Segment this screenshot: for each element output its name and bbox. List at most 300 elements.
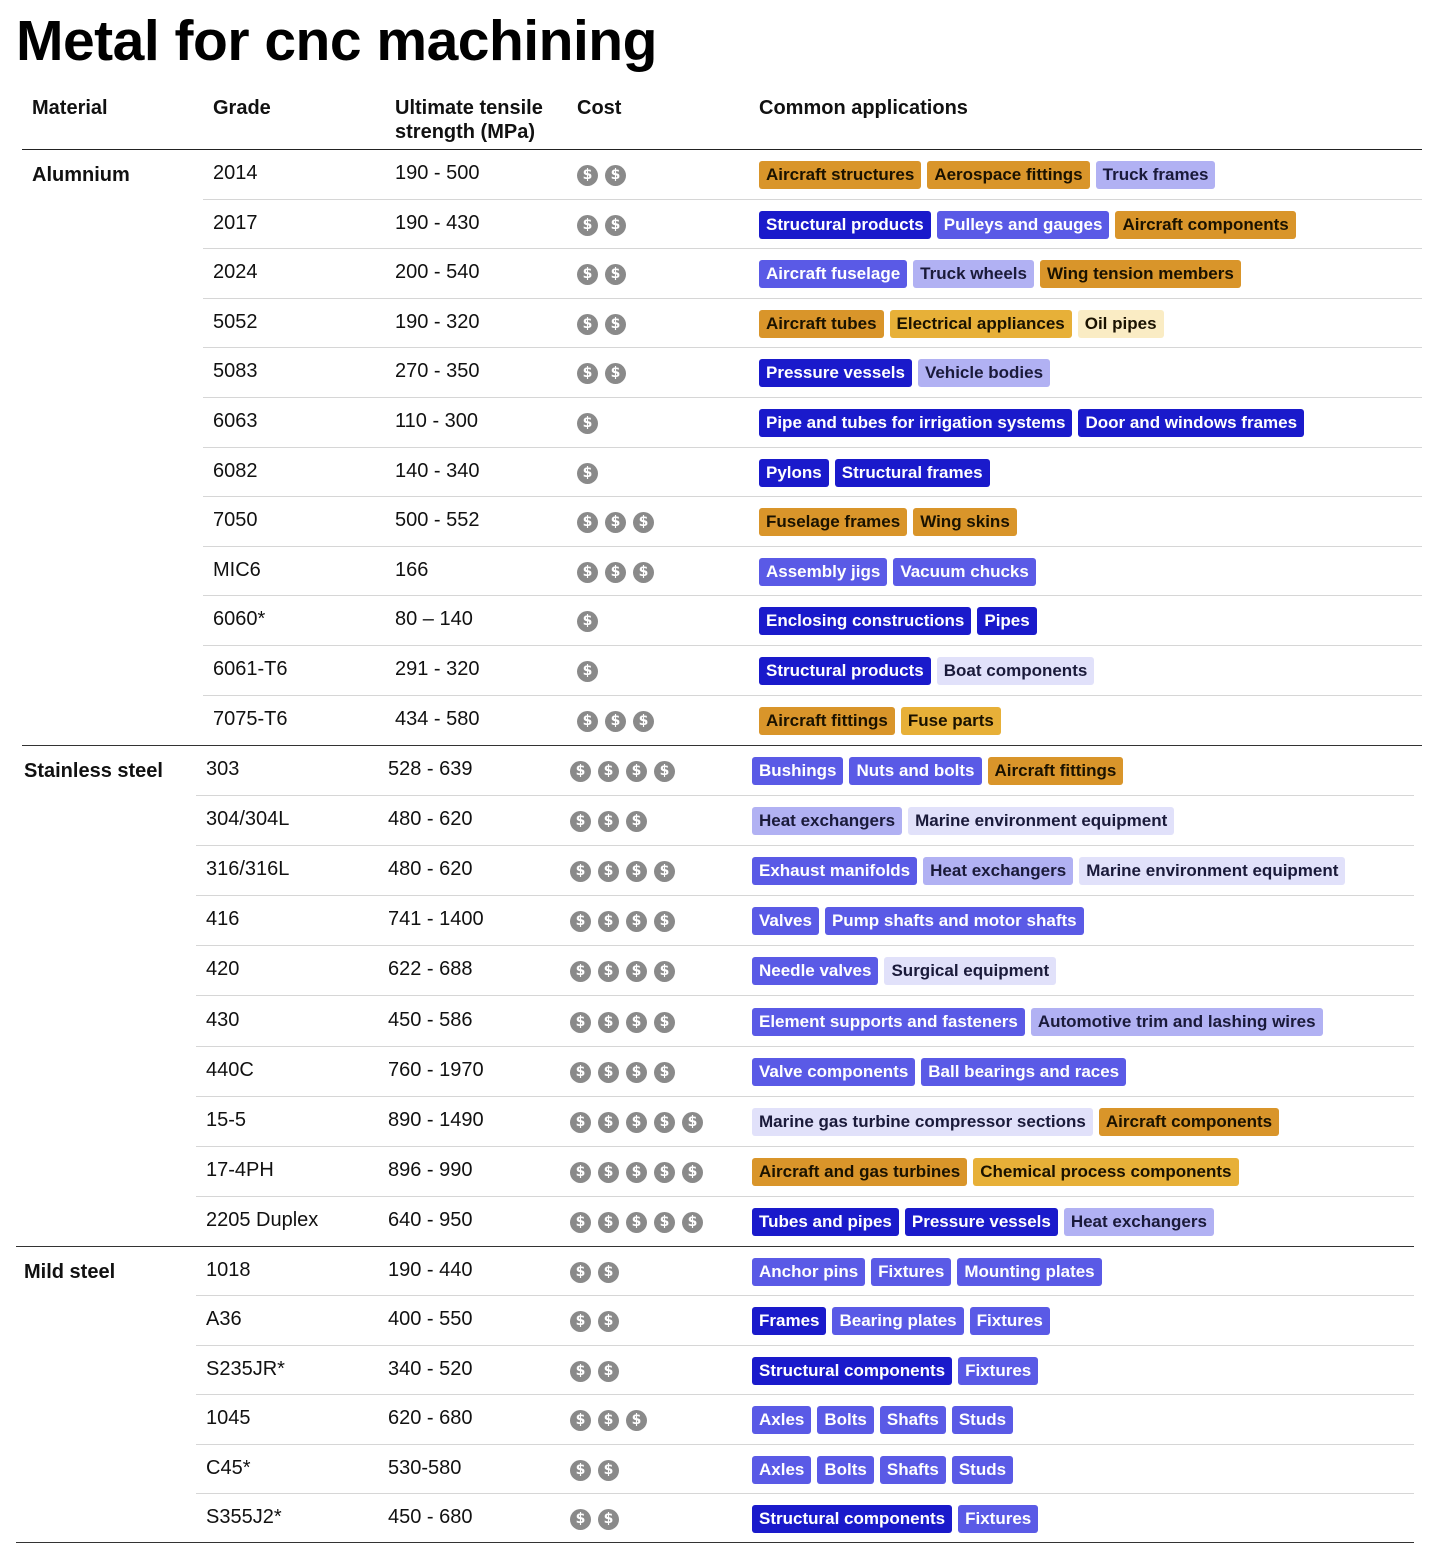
application-tag: Boat components [937, 657, 1095, 685]
table-row [203, 448, 1422, 498]
table-row [203, 596, 1422, 646]
application-tag: Door and windows frames [1078, 409, 1304, 437]
dollar-coin-icon: $ [577, 661, 598, 682]
dollar-coin-icon: $ [598, 1361, 619, 1382]
applications-list [759, 707, 1001, 735]
cost-rating [570, 1311, 619, 1332]
application-tag: Structural products [759, 657, 931, 685]
uts-cell: 190 - 500 [395, 162, 480, 184]
header-cost: Cost [577, 97, 622, 119]
header-material: Material [32, 97, 108, 119]
dollar-coin-icon: $ [577, 165, 598, 186]
uts-cell: 480 - 620 [388, 808, 473, 831]
dollar-coin-icon: $ [605, 264, 626, 285]
dollar-coin-icon: $ [577, 512, 598, 533]
application-tag: Wing tension members [1040, 260, 1241, 288]
cost-rating [570, 811, 647, 832]
application-tag: Mounting plates [957, 1258, 1101, 1286]
table-row [196, 946, 1414, 996]
uts-cell: 140 - 340 [395, 459, 480, 482]
applications-list [759, 359, 1050, 387]
dollar-coin-icon: $ [626, 911, 647, 932]
dollar-coin-icon: $ [598, 1410, 619, 1431]
applications-list [752, 907, 1084, 935]
dollar-coin-icon: $ [654, 1162, 675, 1183]
dollar-coin-icon: $ [570, 1509, 591, 1530]
dollar-coin-icon: $ [626, 1112, 647, 1133]
application-tag: Chemical process components [973, 1158, 1238, 1186]
grade-cell: 2024 [213, 261, 258, 284]
application-tag: Structural components [752, 1357, 952, 1385]
header-uts-line2: strength (MPa) [395, 121, 535, 143]
applications-list [752, 1158, 1239, 1186]
uts-cell: 760 - 1970 [388, 1058, 484, 1081]
applications-list [752, 1058, 1126, 1086]
dollar-coin-icon: $ [605, 512, 626, 533]
application-tag: Enclosing constructions [759, 607, 971, 635]
dollar-coin-icon: $ [598, 1112, 619, 1133]
dollar-coin-icon: $ [570, 861, 591, 882]
cost-rating [570, 1460, 619, 1481]
dollar-coin-icon: $ [654, 1012, 675, 1033]
uts-cell: 622 - 688 [388, 958, 473, 981]
table-row [196, 746, 1414, 796]
application-tag: Shafts [880, 1406, 946, 1434]
table-row [196, 1395, 1414, 1444]
dollar-coin-icon: $ [654, 761, 675, 782]
dollar-coin-icon: $ [570, 1410, 591, 1431]
applications-list [759, 508, 1017, 536]
cost-rating [570, 1062, 675, 1083]
application-tag: Structural frames [835, 459, 990, 487]
dollar-coin-icon: $ [570, 1460, 591, 1481]
application-tag: Pipe and tubes for irrigation systems [759, 409, 1072, 437]
application-tag: Fuse parts [901, 707, 1001, 735]
application-tag: Element supports and fasteners [752, 1008, 1025, 1036]
dollar-coin-icon: $ [577, 215, 598, 236]
dollar-coin-icon: $ [598, 961, 619, 982]
application-tag: Marine gas turbine compressor sections [752, 1108, 1093, 1136]
section-alumnium [0, 150, 1430, 745]
grade-cell: MIC6 [213, 558, 261, 581]
application-tag: Aerospace fittings [927, 161, 1089, 189]
application-tag: Marine environment equipment [1079, 857, 1345, 885]
dollar-coin-icon: $ [570, 1212, 591, 1233]
dollar-coin-icon: $ [570, 761, 591, 782]
grade-cell: 304/304L [206, 808, 290, 831]
uts-cell: 530-580 [388, 1456, 462, 1479]
dollar-coin-icon: $ [577, 363, 598, 384]
application-tag: Fuselage frames [759, 508, 907, 536]
dollar-coin-icon: $ [626, 1410, 647, 1431]
application-tag: Bolts [817, 1456, 874, 1484]
table-row [203, 398, 1422, 448]
applications-list [759, 161, 1215, 189]
dollar-coin-icon: $ [598, 861, 619, 882]
application-tag: Studs [952, 1456, 1013, 1484]
dollar-coin-icon: $ [626, 761, 647, 782]
cost-rating [577, 711, 654, 732]
grade-cell: 5052 [213, 310, 258, 333]
application-tag: Frames [752, 1307, 826, 1335]
section-stainless-steel [0, 746, 1430, 1247]
applications-list [752, 1208, 1214, 1236]
applications-list [759, 657, 1094, 685]
dollar-coin-icon: $ [626, 811, 647, 832]
table-row [203, 348, 1422, 398]
table-row [203, 646, 1422, 696]
cost-rating [570, 761, 675, 782]
dollar-coin-icon: $ [605, 314, 626, 335]
dollar-coin-icon: $ [570, 1311, 591, 1332]
cost-rating [577, 413, 598, 434]
application-tag: Axles [752, 1456, 811, 1484]
applications-list [759, 409, 1304, 437]
table-row [196, 1445, 1414, 1494]
table-row [196, 997, 1414, 1047]
grade-cell: 1045 [206, 1407, 251, 1430]
application-tag: Exhaust manifolds [752, 857, 917, 885]
grade-cell: 6061-T6 [213, 658, 288, 680]
dollar-coin-icon: $ [605, 562, 626, 583]
grade-cell: 2205 Duplex [206, 1208, 319, 1231]
dollar-coin-icon: $ [654, 1112, 675, 1133]
applications-list [759, 607, 1037, 635]
uts-cell: 190 - 440 [388, 1259, 473, 1281]
dollar-coin-icon: $ [682, 1112, 703, 1133]
application-tag: Marine environment equipment [908, 807, 1174, 835]
application-tag: Vehicle bodies [918, 359, 1050, 387]
cost-rating [570, 1112, 703, 1133]
dollar-coin-icon: $ [598, 1509, 619, 1530]
uts-cell: 80 – 140 [395, 608, 473, 631]
material-name: Alumnium [32, 164, 130, 186]
table-row [196, 846, 1414, 896]
grade-cell: 6063 [213, 410, 258, 432]
dollar-coin-icon: $ [570, 1162, 591, 1183]
table-row [196, 896, 1414, 946]
table-row [203, 299, 1422, 349]
application-tag: Bushings [752, 757, 843, 785]
applications-list [752, 1406, 1013, 1434]
uts-cell: 400 - 550 [388, 1308, 473, 1331]
dollar-coin-icon: $ [598, 1162, 619, 1183]
table-row [203, 547, 1422, 597]
table-row [196, 1346, 1414, 1395]
dollar-coin-icon: $ [626, 861, 647, 882]
table-row [196, 1097, 1414, 1147]
dollar-coin-icon: $ [682, 1162, 703, 1183]
cost-rating [577, 314, 626, 335]
dollar-coin-icon: $ [626, 1212, 647, 1233]
application-tag: Heat exchangers [1064, 1208, 1214, 1236]
application-tag: Aircraft tubes [759, 310, 884, 338]
dollar-coin-icon: $ [626, 961, 647, 982]
uts-cell: 450 - 680 [388, 1506, 473, 1528]
section-mild-steel [0, 1247, 1430, 1543]
applications-list [752, 1258, 1102, 1286]
grade-cell: 440C [206, 1058, 254, 1081]
cost-rating [577, 661, 598, 682]
applications-list [759, 260, 1241, 288]
cost-rating [577, 562, 654, 583]
header-uts-line1: Ultimate tensile [395, 97, 543, 119]
applications-list [752, 1008, 1323, 1036]
applications-list [759, 310, 1164, 338]
application-tag: Aircraft structures [759, 161, 921, 189]
cost-rating [570, 1212, 703, 1233]
uts-cell: 291 - 320 [395, 658, 480, 680]
application-tag: Structural products [759, 211, 931, 239]
dollar-coin-icon: $ [654, 1062, 675, 1083]
dollar-coin-icon: $ [626, 1162, 647, 1183]
page-title: Metal for cnc machining [16, 9, 657, 73]
grade-cell: 17-4PH [206, 1158, 274, 1181]
application-tag: Vacuum chucks [893, 558, 1036, 586]
uts-cell: 200 - 540 [395, 261, 480, 284]
uts-cell: 640 - 950 [388, 1208, 473, 1231]
grade-cell: S355J2* [206, 1506, 282, 1528]
cost-rating [577, 363, 626, 384]
grade-cell: 2014 [213, 162, 258, 184]
table-row [203, 249, 1422, 299]
dollar-coin-icon: $ [626, 1062, 647, 1083]
dollar-coin-icon: $ [598, 1062, 619, 1083]
dollar-coin-icon: $ [598, 1311, 619, 1332]
cost-rating [570, 1361, 619, 1382]
application-tag: Heat exchangers [752, 807, 902, 835]
cost-rating [577, 512, 654, 533]
application-tag: Ball bearings and races [921, 1058, 1126, 1086]
table-row [196, 1047, 1414, 1097]
dollar-coin-icon: $ [654, 911, 675, 932]
grade-cell: 2017 [213, 211, 258, 234]
table-row [203, 200, 1422, 250]
material-name: Stainless steel [24, 760, 163, 782]
cost-rating [577, 165, 626, 186]
uts-cell: 896 - 990 [388, 1158, 473, 1181]
uts-cell: 741 - 1400 [388, 908, 484, 931]
table-row [196, 1197, 1414, 1247]
dollar-coin-icon: $ [570, 1012, 591, 1033]
table-row [196, 1247, 1414, 1296]
cost-rating [577, 215, 626, 236]
cost-rating [570, 1162, 703, 1183]
uts-cell: 450 - 586 [388, 1008, 473, 1031]
application-tag: Pylons [759, 459, 829, 487]
dollar-coin-icon: $ [605, 711, 626, 732]
applications-list [752, 1357, 1038, 1385]
application-tag: Oil pipes [1078, 310, 1164, 338]
dollar-coin-icon: $ [633, 512, 654, 533]
applications-list [759, 211, 1296, 239]
application-tag: Pressure vessels [905, 1208, 1058, 1236]
dollar-coin-icon: $ [577, 711, 598, 732]
grade-cell: 7050 [213, 509, 258, 532]
dollar-coin-icon: $ [598, 1012, 619, 1033]
application-tag: Truck wheels [913, 260, 1034, 288]
header-applications: Common applications [759, 97, 968, 119]
table-row [196, 796, 1414, 846]
grade-cell: 6082 [213, 459, 258, 482]
applications-list [759, 558, 1036, 586]
application-tag: Fixtures [871, 1258, 951, 1286]
applications-list [752, 1307, 1050, 1335]
table-row [203, 497, 1422, 547]
dollar-coin-icon: $ [598, 1262, 619, 1283]
dollar-coin-icon: $ [577, 463, 598, 484]
uts-cell: 890 - 1490 [388, 1108, 484, 1131]
grade-cell: A36 [206, 1308, 242, 1331]
application-tag: Valves [752, 907, 819, 935]
application-tag: Fixtures [958, 1505, 1038, 1533]
applications-list [752, 757, 1123, 785]
grade-cell: 430 [206, 1008, 240, 1031]
material-name: Mild steel [24, 1261, 116, 1283]
uts-cell: 480 - 620 [388, 858, 473, 881]
application-tag: Aircraft and gas turbines [752, 1158, 967, 1186]
application-tag: Nuts and bolts [849, 757, 981, 785]
dollar-coin-icon: $ [570, 911, 591, 932]
application-tag: Shafts [880, 1456, 946, 1484]
table-bottom-divider [16, 1542, 1414, 1543]
application-tag: Structural components [752, 1505, 952, 1533]
application-tag: Aircraft fittings [988, 757, 1124, 785]
applications-list [752, 807, 1174, 835]
dollar-coin-icon: $ [654, 961, 675, 982]
grade-cell: 15-5 [206, 1108, 247, 1131]
uts-cell: 166 [395, 558, 429, 581]
application-tag: Pump shafts and motor shafts [825, 907, 1084, 935]
dollar-coin-icon: $ [577, 413, 598, 434]
uts-cell: 190 - 430 [395, 211, 480, 234]
application-tag: Fixtures [970, 1307, 1050, 1335]
cost-rating [577, 611, 598, 632]
dollar-coin-icon: $ [598, 1460, 619, 1481]
application-tag: Heat exchangers [923, 857, 1073, 885]
applications-list [752, 857, 1345, 885]
grade-cell: 303 [206, 758, 240, 780]
dollar-coin-icon: $ [633, 562, 654, 583]
application-tag: Aircraft fittings [759, 707, 895, 735]
applications-list [752, 1108, 1279, 1136]
application-tag: Bearing plates [832, 1307, 963, 1335]
table-row [196, 1296, 1414, 1345]
application-tag: Aircraft components [1099, 1108, 1279, 1136]
dollar-coin-icon: $ [605, 363, 626, 384]
application-tag: Pressure vessels [759, 359, 912, 387]
dollar-coin-icon: $ [682, 1212, 703, 1233]
dollar-coin-icon: $ [598, 911, 619, 932]
application-tag: Electrical appliances [890, 310, 1072, 338]
dollar-coin-icon: $ [577, 611, 598, 632]
application-tag: Valve components [752, 1058, 915, 1086]
cost-rating [570, 1509, 619, 1530]
grade-cell: 7075-T6 [213, 707, 288, 730]
application-tag: Tubes and pipes [752, 1208, 899, 1236]
cost-rating [577, 264, 626, 285]
grade-cell: 416 [206, 908, 240, 931]
dollar-coin-icon: $ [577, 264, 598, 285]
cost-rating [570, 911, 675, 932]
table-row [196, 1494, 1414, 1543]
application-tag: Bolts [817, 1406, 874, 1434]
grade-cell: S235JR* [206, 1357, 285, 1380]
grade-cell: C45* [206, 1456, 251, 1479]
application-tag: Needle valves [752, 957, 878, 985]
uts-cell: 434 - 580 [395, 707, 480, 730]
dollar-coin-icon: $ [570, 1262, 591, 1283]
application-tag: Aircraft components [1115, 211, 1295, 239]
application-tag: Fixtures [958, 1357, 1038, 1385]
header-uts [395, 96, 543, 144]
dollar-coin-icon: $ [577, 314, 598, 335]
grade-cell: 6060* [213, 608, 266, 631]
dollar-coin-icon: $ [654, 1212, 675, 1233]
cost-rating [570, 861, 675, 882]
dollar-coin-icon: $ [598, 761, 619, 782]
dollar-coin-icon: $ [654, 861, 675, 882]
dollar-coin-icon: $ [598, 1212, 619, 1233]
application-tag: Pulleys and gauges [937, 211, 1110, 239]
application-tag: Wing skins [913, 508, 1017, 536]
dollar-coin-icon: $ [598, 811, 619, 832]
applications-list [752, 957, 1056, 985]
table-row [203, 696, 1422, 746]
cost-rating [570, 1410, 647, 1431]
dollar-coin-icon: $ [577, 562, 598, 583]
header-grade: Grade [213, 97, 271, 119]
grade-cell: 5083 [213, 360, 258, 383]
dollar-coin-icon: $ [633, 711, 654, 732]
uts-cell: 528 - 639 [388, 758, 473, 780]
uts-cell: 340 - 520 [388, 1357, 473, 1380]
dollar-coin-icon: $ [570, 1361, 591, 1382]
application-tag: Assembly jigs [759, 558, 887, 586]
uts-cell: 500 - 552 [395, 509, 480, 532]
application-tag: Aircraft fuselage [759, 260, 907, 288]
cost-rating [570, 1262, 619, 1283]
application-tag: Surgical equipment [884, 957, 1056, 985]
grade-cell: 316/316L [206, 858, 290, 881]
uts-cell: 110 - 300 [395, 410, 479, 432]
dollar-coin-icon: $ [626, 1012, 647, 1033]
cost-rating [577, 463, 598, 484]
uts-cell: 190 - 320 [395, 310, 480, 333]
dollar-coin-icon: $ [570, 811, 591, 832]
cost-rating [570, 961, 675, 982]
grade-cell: 1018 [206, 1259, 251, 1281]
dollar-coin-icon: $ [570, 961, 591, 982]
application-tag: Pipes [977, 607, 1036, 635]
application-tag: Truck frames [1096, 161, 1216, 189]
dollar-coin-icon: $ [605, 165, 626, 186]
dollar-coin-icon: $ [570, 1112, 591, 1133]
dollar-coin-icon: $ [605, 215, 626, 236]
grade-cell: 420 [206, 958, 240, 981]
uts-cell: 270 - 350 [395, 360, 480, 383]
table-row [196, 1147, 1414, 1197]
uts-cell: 620 - 680 [388, 1407, 473, 1430]
application-tag: Studs [952, 1406, 1013, 1434]
table-row [203, 150, 1422, 200]
applications-list [752, 1505, 1038, 1533]
cost-rating [570, 1012, 675, 1033]
applications-list [759, 459, 990, 487]
application-tag: Anchor pins [752, 1258, 865, 1286]
application-tag: Automotive trim and lashing wires [1031, 1008, 1323, 1036]
dollar-coin-icon: $ [570, 1062, 591, 1083]
